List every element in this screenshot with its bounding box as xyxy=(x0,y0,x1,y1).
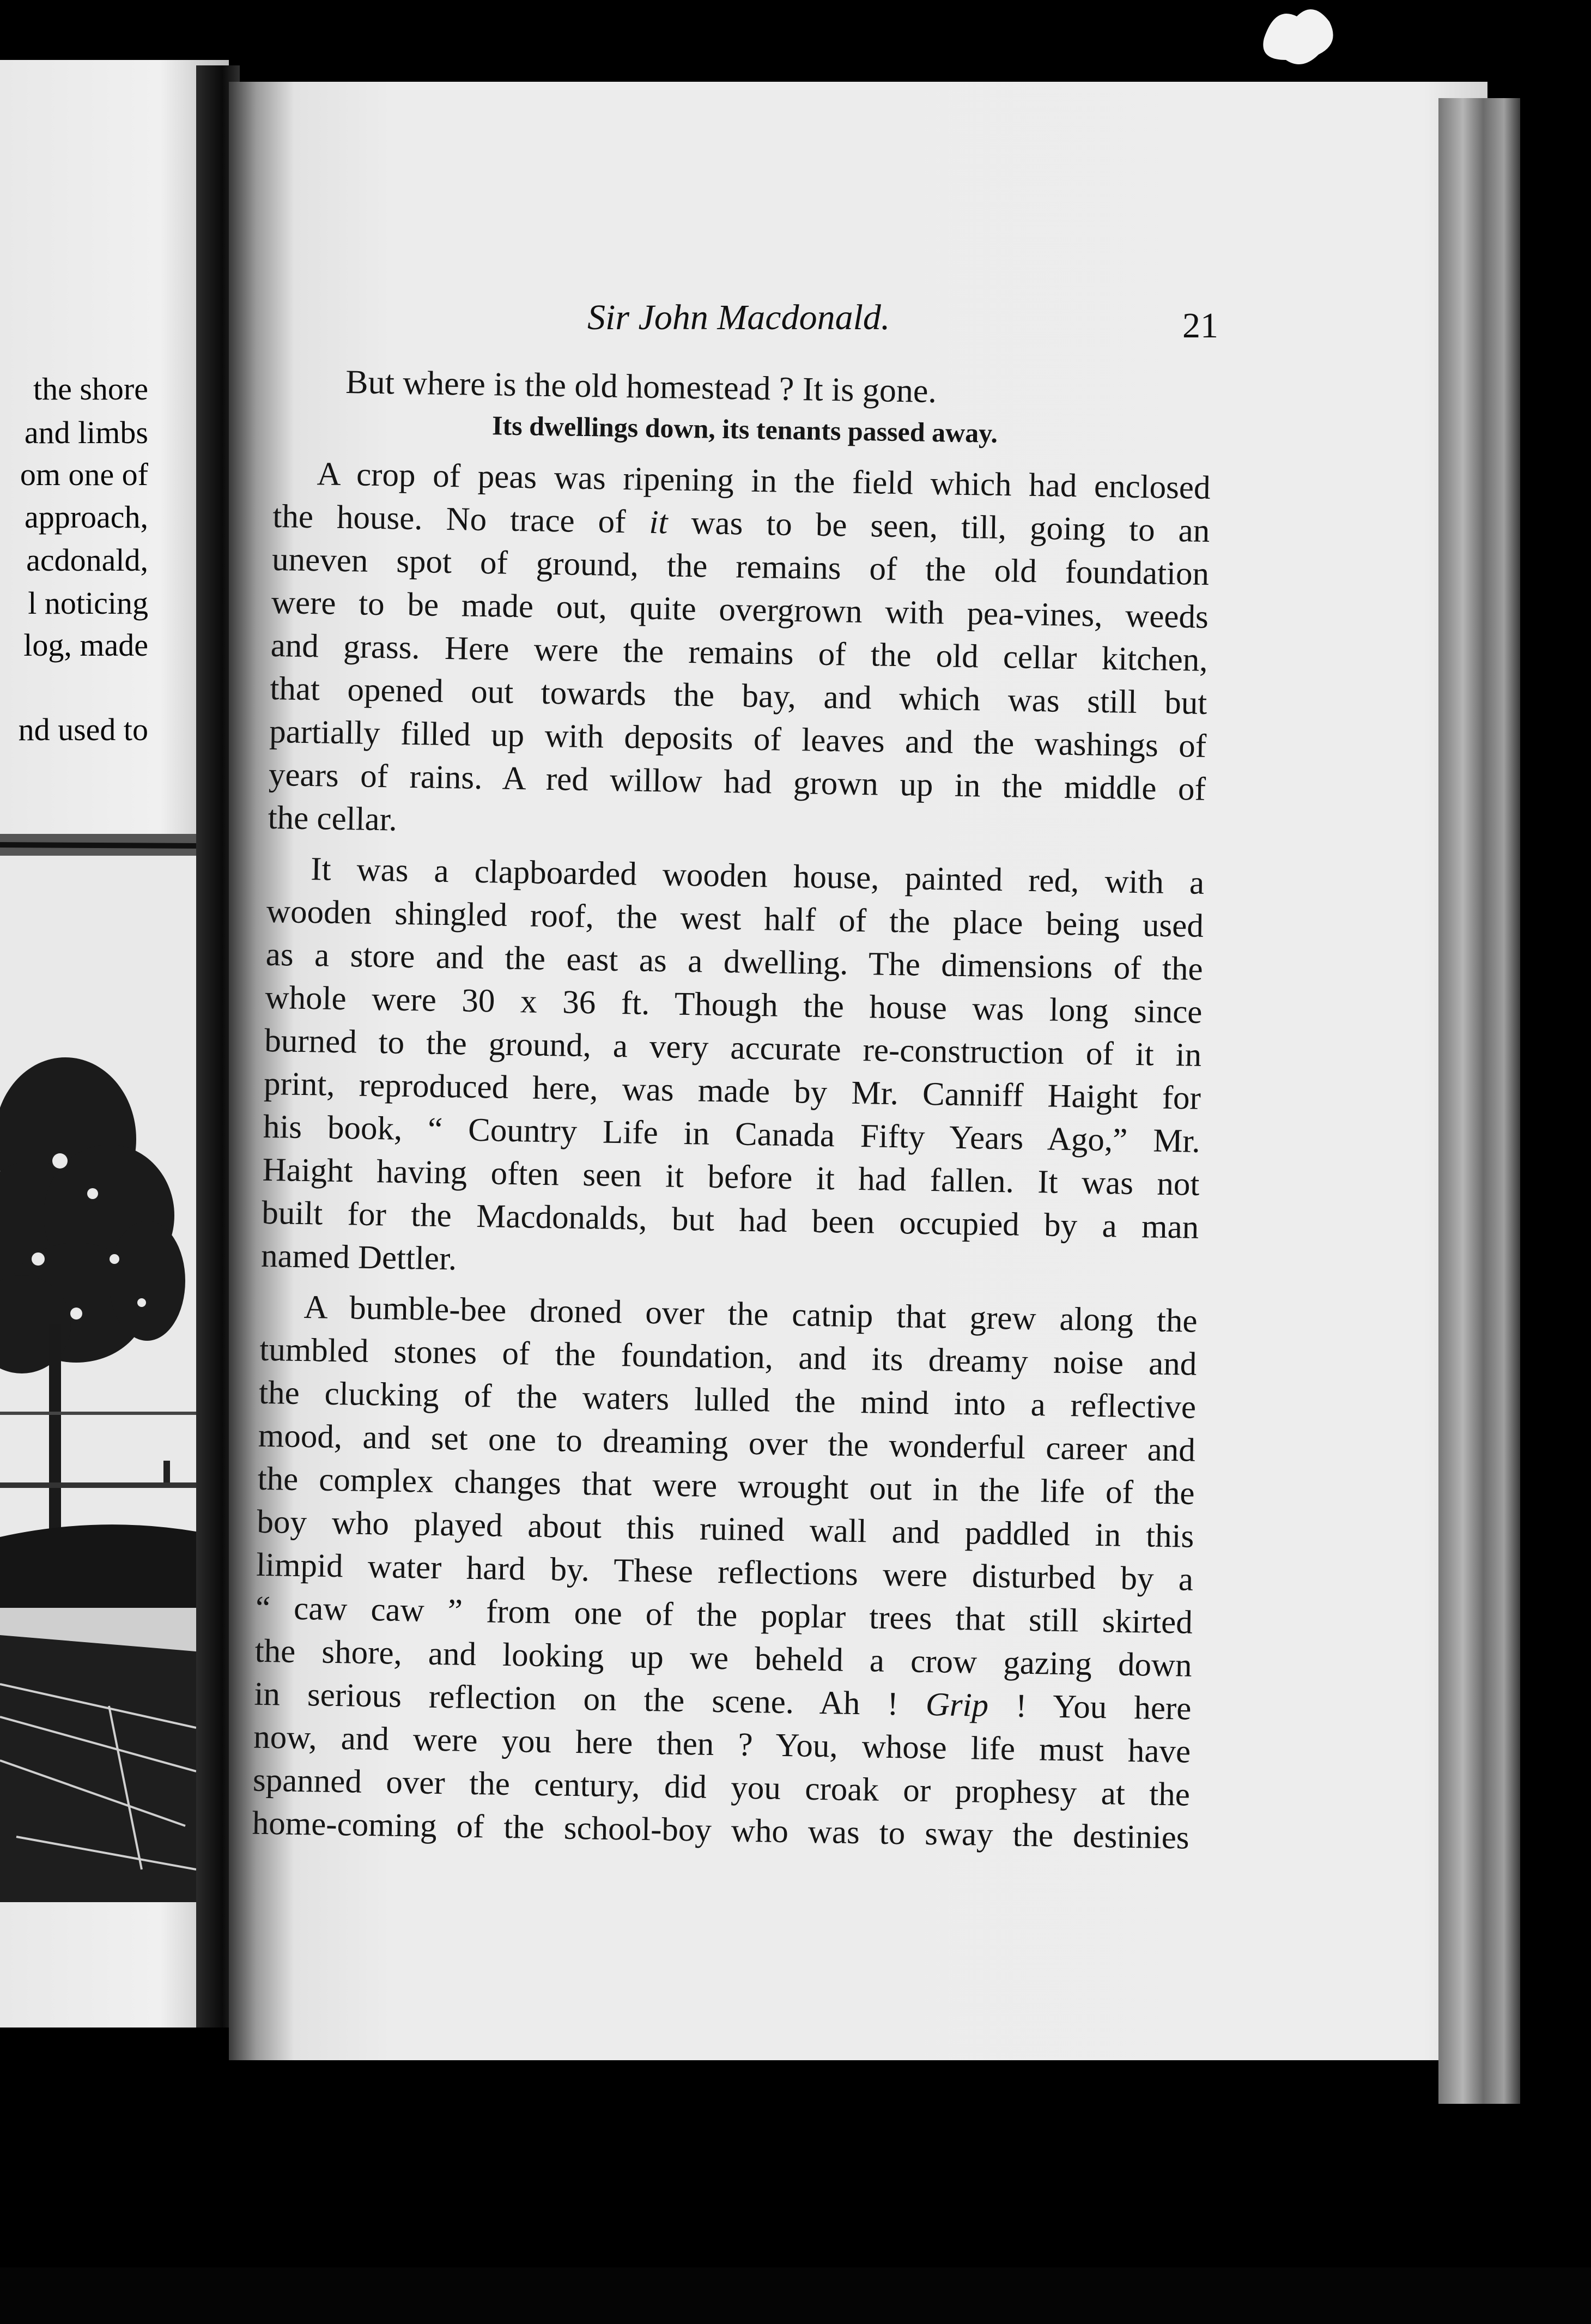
text-line: were to be made out, quite overgrown with pea-vines, weeds xyxy=(271,584,1209,636)
prev-line: the shore xyxy=(33,371,148,407)
text-line: built for the Macdonalds, but had been occupied by a man xyxy=(261,1194,1199,1246)
text-line: spanned over the century, did you croak or prophesy at the xyxy=(252,1762,1191,1813)
text-line: boy who played about this ruined wall and paddled in this xyxy=(256,1503,1194,1555)
text-line: the complex changes that were wrought out in the life of the xyxy=(257,1460,1195,1512)
prev-line: log, made xyxy=(23,627,148,663)
text-line: uneven spot of ground, the remains of the old foundation xyxy=(271,541,1210,592)
running-head: Sir John Macdonald. xyxy=(587,298,890,337)
film-border xyxy=(0,2267,1591,2324)
opening-line: But where is the old homestead ? It is gone. xyxy=(345,364,937,410)
page-body xyxy=(252,360,1212,1860)
prev-line: and limbs xyxy=(24,415,148,450)
text-line: years of rains. A red willow had grown up in the middle of xyxy=(268,756,1206,808)
paragraph-2 xyxy=(261,847,1205,1292)
text-line: tumbled stones of the foundation, and its dreamy noise and xyxy=(259,1331,1197,1383)
text-line: A bumble-bee droned over the catnip that grew along the xyxy=(303,1289,1198,1340)
text-line: the cellar. xyxy=(268,799,398,838)
text-line: the shore, and looking up we beheld a crow gazing down xyxy=(254,1632,1193,1684)
text-line: now, and were you here then ? You, whose life must have xyxy=(253,1718,1191,1770)
text-line: named Dettler. xyxy=(260,1237,457,1278)
text-line: the clucking of the waters lulled the mind into a reflective xyxy=(258,1374,1197,1426)
text-line: wooden shingled roof, the west half of the place being used xyxy=(266,893,1204,945)
text-line: limpid water hard by. These reflections were disturbed by a xyxy=(256,1546,1194,1598)
italic-word: it xyxy=(649,504,668,541)
text-line: that opened out towards the bay, and which was still but xyxy=(269,670,1207,722)
text-line: print, reproduced here, was made by Mr. Canniff Haight for xyxy=(263,1065,1201,1117)
text-line: home-coming of the school-boy who was to sway the destinies xyxy=(252,1805,1190,1856)
text-line: Haight having often seen it before it had fallen. It was not xyxy=(262,1151,1200,1203)
text-line: as a store and the east as a dwelling. The dimensions of the xyxy=(265,936,1204,988)
text-line: It was a clapboarded wooden house, painted red, with a xyxy=(310,851,1205,901)
text-line: partially filled up with deposits of leaves and the washings of xyxy=(269,713,1207,765)
text-line: in serious reflection on the scene. Ah ! Grip ! You here xyxy=(254,1675,1192,1727)
film-blemish xyxy=(1253,0,1340,71)
homestead-woodcut-illustration xyxy=(0,834,196,1902)
prev-line: approach, xyxy=(24,499,148,535)
text-line: burned to the ground, a very accurate re-construction of it in xyxy=(264,1022,1202,1074)
text-line: his book, “ Country Life in Canada Fifty Years Ago,” Mr. xyxy=(263,1108,1201,1160)
paragraph-1 xyxy=(268,452,1211,854)
text-line: mood, and set one to dreaming over the wonderful career and xyxy=(258,1417,1196,1469)
italic-word: Grip xyxy=(925,1686,989,1724)
prev-line: l noticing xyxy=(28,585,148,621)
epigraph: Its dwellings down, its tenants passed away. xyxy=(491,410,998,449)
text-line: the house. No trace of it was to be seen, till, going to an xyxy=(272,498,1210,549)
prev-line: acdonald, xyxy=(26,542,148,578)
previous-page xyxy=(0,60,229,2028)
page-edge xyxy=(1438,98,1520,2104)
text-line: whole were 30 x 36 ft. Though the house was long since xyxy=(265,979,1203,1031)
prev-line: nd used to xyxy=(18,712,148,747)
prev-line: om one of xyxy=(20,457,148,492)
page-number: 21 xyxy=(1182,306,1218,346)
text-line: and grass. Here were the remains of the old cellar kitchen, xyxy=(270,627,1209,679)
text-line: A crop of peas was ripening in the field which had enclosed xyxy=(317,456,1211,506)
paragraph-3 xyxy=(252,1285,1198,1860)
text-line: “ caw caw ” from one of the poplar trees that still skirted xyxy=(255,1589,1193,1641)
